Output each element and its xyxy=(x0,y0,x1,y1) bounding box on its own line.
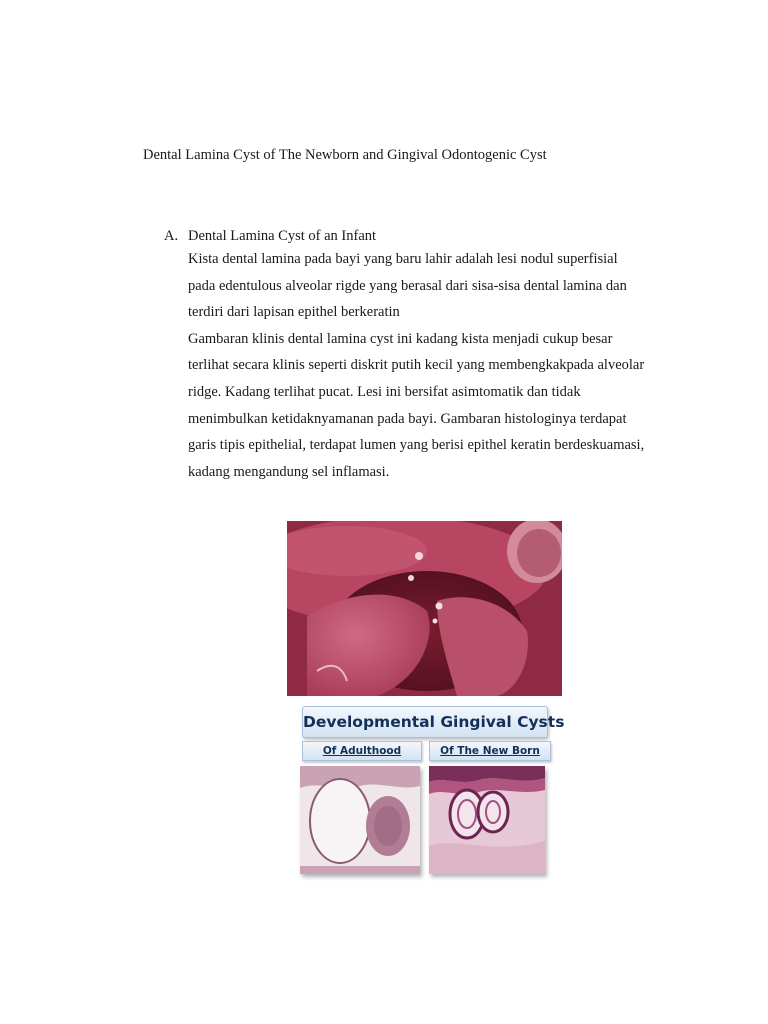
body-line: pada edentulous alveolar rigde yang berasal dari sisa-sisa dental lamina dan xyxy=(188,277,627,294)
figure-title: Developmental Gingival Cysts xyxy=(302,706,548,738)
body-line: menimbulkan ketidaknyamanan pada bayi. Gambaran histologinya terdapat xyxy=(188,410,627,427)
body-line: kadang mengandung sel inflamasi. xyxy=(188,463,390,480)
developmental-gingival-cysts-figure xyxy=(296,700,565,906)
section-heading-text: Dental Lamina Cyst of an Infant xyxy=(188,228,377,244)
section-marker: A. xyxy=(164,228,179,244)
body-line: Kista dental lamina pada bayi yang baru lahir adalah lesi nodul superfisial xyxy=(188,251,618,267)
body-line: terdiri dari lapisan epithel berkeratin xyxy=(188,304,400,321)
clinical-photo xyxy=(287,521,562,696)
histology-adulthood-illustration xyxy=(300,766,420,874)
clinical-photo-illustration xyxy=(287,521,562,696)
section-heading xyxy=(164,226,674,246)
body-line: garis tipis epithelial, terdapat lumen yang berisi epithel keratin berdeskuamasi, xyxy=(188,437,645,454)
histology-new-born-illustration xyxy=(429,766,545,874)
document-title: Dental Lamina Cyst of The Newborn and Gingival Odontogenic Cyst xyxy=(143,147,547,163)
body-line: terlihat secara klinis seperti diskrit putih kecil yang membengkakpada alveolar xyxy=(188,357,645,374)
tab-new-born: Of The New Born xyxy=(429,741,551,761)
section-body xyxy=(188,246,674,485)
histology-adulthood-image xyxy=(300,766,420,874)
tab-adulthood: Of Adulthood xyxy=(302,741,422,761)
body-line: Gambaran klinis dental lamina cyst ini kadang kista menjadi cukup besar xyxy=(188,330,613,347)
section-a xyxy=(164,226,674,485)
histology-new-born-image xyxy=(429,766,545,874)
body-line: ridge. Kadang terlihat pucat. Lesi ini bersifat asimtomatik dan tidak xyxy=(188,383,581,400)
